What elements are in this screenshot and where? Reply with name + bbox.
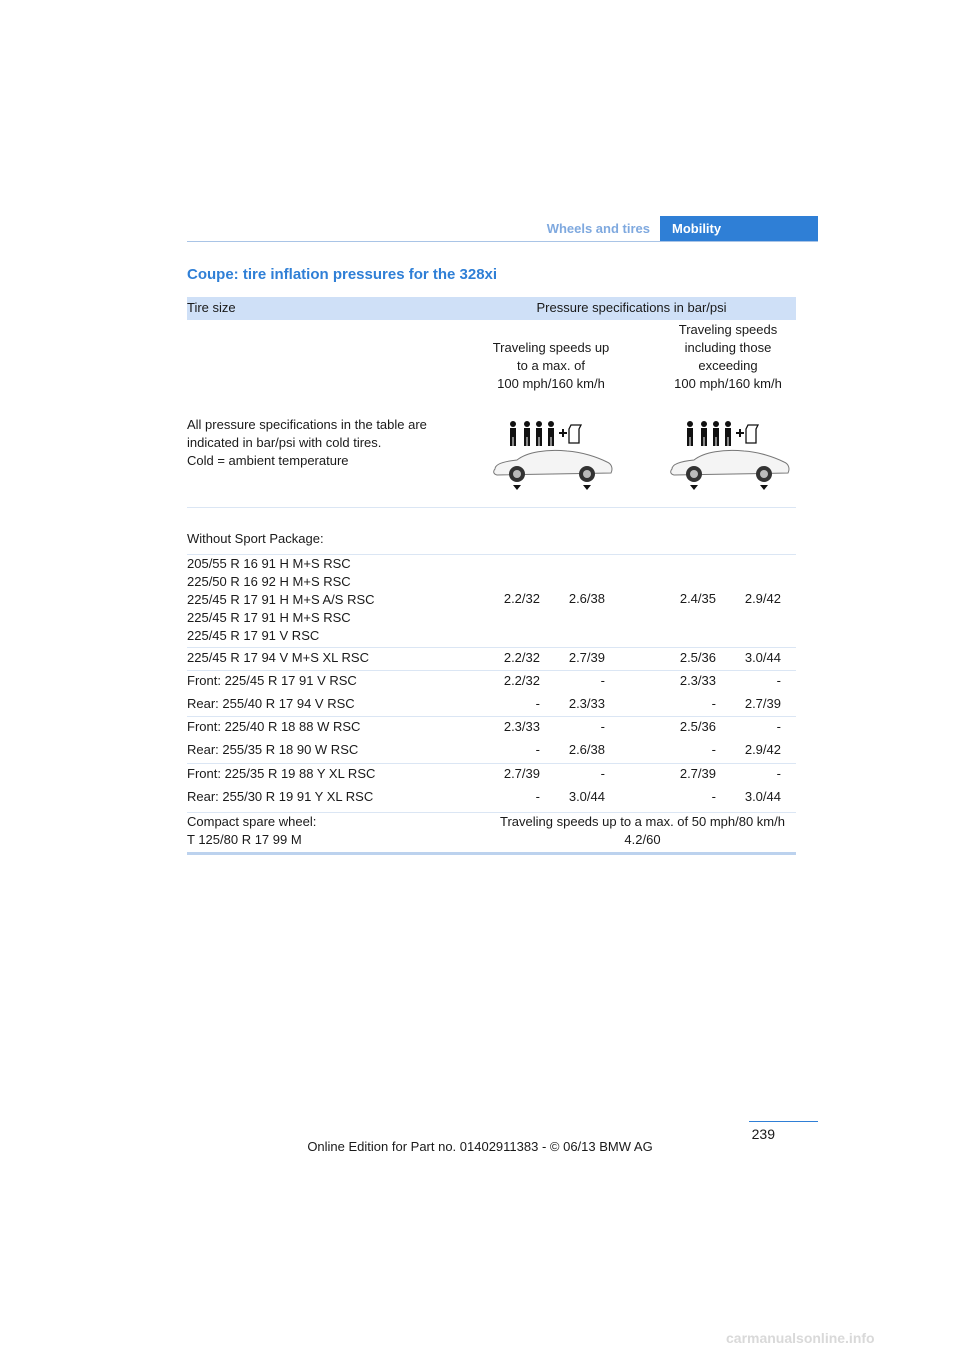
pressure-value: -	[535, 696, 540, 711]
watermark: carmanualsonline.info	[726, 1330, 875, 1346]
pressure-value: 3.0/44	[744, 789, 781, 804]
row-divider	[187, 670, 796, 671]
pressure-value: -	[535, 742, 540, 757]
tire-size: Rear: 255/30 R 19 91 Y XL RSC	[187, 789, 374, 804]
pressure-value: 2.7/39	[679, 766, 716, 781]
spare-value: 4.2/60	[624, 832, 661, 847]
page-title: Coupe: tire inflation pressures for the 328xi	[187, 266, 498, 283]
pressure-value: 2.3/33	[568, 696, 605, 711]
pressure-value: -	[711, 742, 716, 757]
pressure-value: 2.9/42	[744, 591, 781, 606]
pressure-value: -	[776, 719, 781, 734]
pressure-value: 2.7/39	[744, 696, 781, 711]
pressure-value: 2.3/33	[503, 719, 540, 734]
pressure-value: 2.9/42	[744, 742, 781, 757]
speed-heading-1	[476, 339, 626, 393]
header-section: Wheels and tires	[546, 221, 650, 236]
spare-wheel-label	[187, 813, 316, 849]
table-header	[187, 297, 796, 320]
spare-wheel-spec	[489, 813, 796, 849]
tire-size: Front: 225/35 R 19 88 Y XL RSC	[187, 766, 376, 781]
pressure-value: -	[776, 673, 781, 688]
speed2-line: Traveling speeds	[678, 322, 778, 337]
tire-size: Front: 225/40 R 18 88 W RSC	[187, 719, 361, 734]
pressure-value: 2.3/33	[679, 673, 716, 688]
people-luggage-car-icon	[664, 419, 794, 499]
note-line: All pressure specifications in the table are	[187, 417, 427, 432]
pressure-value: 2.7/39	[503, 766, 540, 781]
edition-note: Online Edition for Part no. 01402911383 - © 06/13 BMW AG	[307, 1139, 653, 1154]
pressure-value: 2.5/36	[679, 650, 716, 665]
pressure-value: 2.2/32	[503, 650, 540, 665]
pressure-value: -	[600, 766, 605, 781]
tire-size: 205/55 R 16 91 H M+S RSC	[187, 556, 351, 571]
spare-line: T 125/80 R 17 99 M	[187, 832, 302, 847]
row-divider	[187, 716, 796, 717]
tire-size: Rear: 255/40 R 17 94 V RSC	[187, 696, 355, 711]
header-tab-mobility: Mobility	[660, 216, 818, 242]
pressure-value: -	[535, 789, 540, 804]
pressure-value: 2.5/36	[679, 719, 716, 734]
speed1-line: to a max. of	[517, 358, 585, 373]
tire-size: 225/45 R 17 91 V RSC	[187, 628, 320, 643]
pressure-value: 2.2/32	[503, 591, 540, 606]
footer-rule	[749, 1121, 818, 1122]
table-bottom-rule	[187, 852, 796, 855]
pressure-value: 2.4/35	[679, 591, 716, 606]
speed2-line: including those	[684, 340, 772, 355]
note-line: Cold = ambient temperature	[187, 453, 349, 468]
pressure-value: 2.6/38	[568, 742, 605, 757]
speed2-line: 100 mph/160 km/h	[674, 376, 782, 391]
note-line: indicated in bar/psi with cold tires.	[187, 435, 382, 450]
speed-heading-2	[653, 321, 803, 393]
spare-speed: Traveling speeds up to a max. of 50 mph/80 km/h	[500, 814, 785, 829]
tire-size: 225/45 R 17 91 H M+S RSC	[187, 610, 351, 625]
page-number: 239	[751, 1126, 775, 1142]
col-tire-size: Tire size	[187, 300, 236, 315]
pressure-value: -	[711, 789, 716, 804]
col-pressure: Pressure specifications in bar/psi	[536, 300, 727, 315]
pressure-value: -	[600, 673, 605, 688]
pressure-value: 2.6/38	[568, 591, 605, 606]
group1-tire-sizes	[187, 555, 375, 645]
pressure-value: 3.0/44	[568, 789, 605, 804]
header-rule	[187, 241, 818, 242]
pressure-value: 2.7/39	[568, 650, 605, 665]
pressure-value: 3.0/44	[744, 650, 781, 665]
pressure-value: -	[711, 696, 716, 711]
speed2-line: exceeding	[698, 358, 758, 373]
pressure-value: -	[600, 719, 605, 734]
row-divider	[187, 647, 796, 648]
speed1-line: 100 mph/160 km/h	[497, 376, 605, 391]
spare-line: Compact spare wheel:	[187, 814, 317, 829]
row-divider	[187, 507, 796, 508]
pressure-value: -	[776, 766, 781, 781]
tire-size: 225/45 R 17 91 H M+S A/S RSC	[187, 592, 375, 607]
speed1-line: Traveling speeds up	[492, 340, 610, 355]
tire-size: 225/50 R 16 92 H M+S RSC	[187, 574, 351, 589]
pressure-value: 2.2/32	[503, 673, 540, 688]
tire-size: Front: 225/45 R 17 91 V RSC	[187, 673, 357, 688]
tire-size: Rear: 255/35 R 18 90 W RSC	[187, 742, 359, 757]
tire-size: 225/45 R 17 94 V M+S XL RSC	[187, 650, 369, 665]
people-luggage-car-icon	[487, 419, 617, 499]
without-sport-label: Without Sport Package:	[187, 531, 324, 546]
row-divider	[187, 763, 796, 764]
cold-tire-note	[187, 416, 427, 470]
